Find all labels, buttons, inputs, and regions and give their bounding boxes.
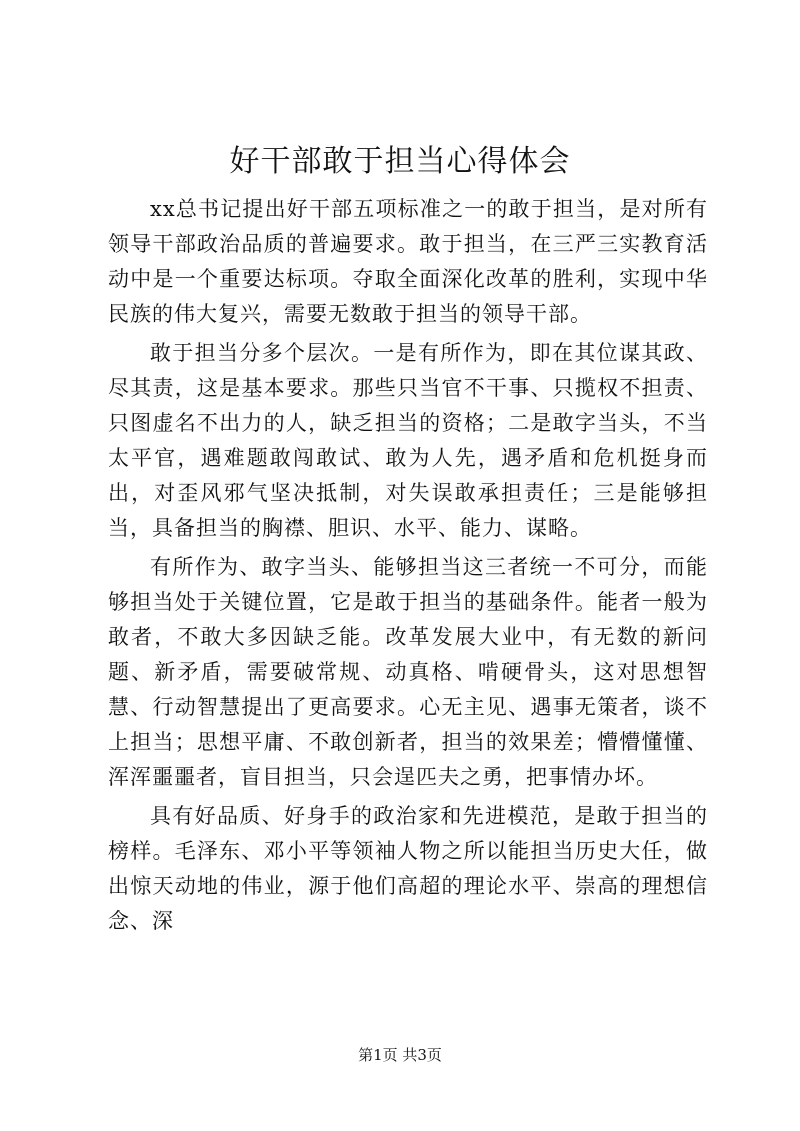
paragraph-1: xx总书记提出好干部五项标准之一的敢于担当，是对所有领导干部政治品质的普遍要求。敢于担当，在三严三实教育活动中是一个重要达标项。夺取全面深化改革的胜利，实现中华民族的伟大复兴，需要无数敢于担当的领导干部。 [108,197,708,326]
document-body [108,192,708,939]
paragraph-4: 具有好品质、好身手的政治家和先进模范，是敢于担当的榜样。毛泽东、邓小平等领袖人物之所以能担当历史大任，做出惊天动地的伟业，源于他们高超的理论水平、崇高的理想信念、深 [108,804,708,933]
page-footer: 第1页 共3页 [358,1046,442,1064]
document-title: 好干部敢于担当心得体会 [229,144,571,179]
paragraph-2: 敢于担当分多个层次。一是有所作为，即在其位谋其政、尽其责，这是基本要求。那些只当官不干事、只揽权不担责、只图虚名不出力的人，缺乏担当的资格；二是敢字当头，不当太平官，遇难题敢闯敢试、敢为人先，遇矛盾和危机挺身而出，对歪风邪气坚决抵制，对失误敢承担责任；三是能够担当，具备担当的胸襟、胆识、水平、能力、谋略。 [108,341,708,540]
paragraph-3: 有所作为、敢字当头、能够担当这三者统一不可分，而能够担当处于关键位置，它是敢于担当的基础条件。能者一般为敢者，不敢大多因缺乏能。改革发展大业中，有无数的新问题、新矛盾，需要破常规、动真格、啃硬骨头，这对思想智慧、行动智慧提出了更高要求。心无主见、遇事无策者，谈不上担当；思想平庸、不敢创新者，担当的效果差；懵懵懂懂、浑浑噩噩者，盲目担当，只会逞匹夫之勇，把事情办坏。 [108,555,708,789]
